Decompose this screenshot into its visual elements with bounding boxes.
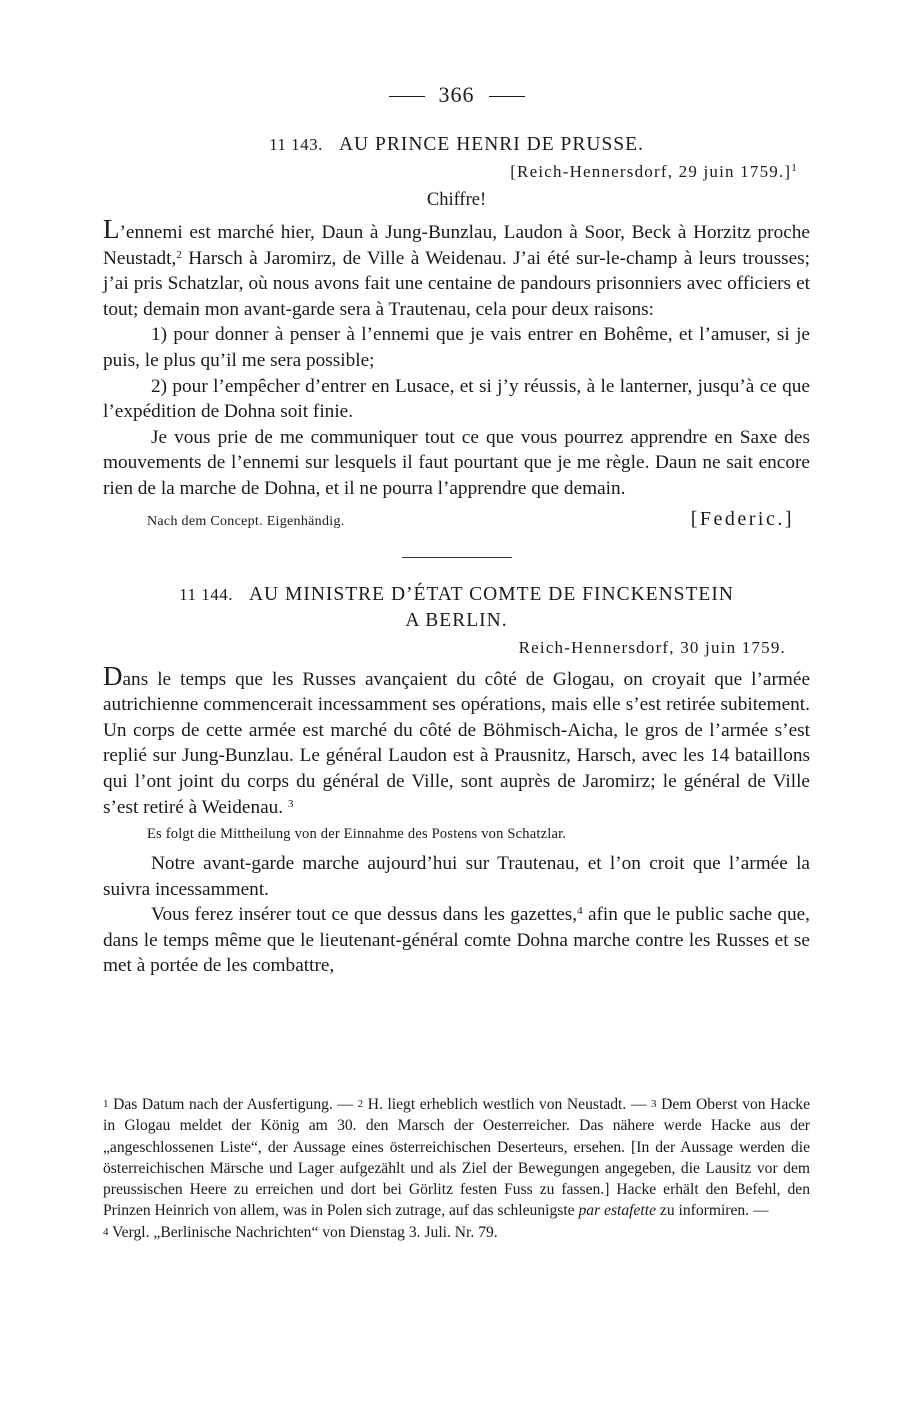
paragraph-text: Vous ferez insérer tout ce que dessus dans les gazettes, [151, 904, 578, 926]
letter-dateline [103, 162, 810, 182]
footnote-italic: par estafette [578, 1202, 657, 1220]
paragraph-text: Harsch à Jaromirz, de Ville à Weidenau. J’ai été sur-le-champ à leurs trousses; j’ai pris Schatzlar, où nous avons fait une centaine de pandours prisonniers avec officiers et tout; demain mon avant-garde sera à Trautenau, cela pour deux raisons: [103, 247, 810, 320]
header-dash-left [389, 96, 425, 97]
paragraph [103, 902, 810, 979]
paragraph: Notre avant-garde marche aujourd’hui sur Trautenau, et l’on croit que l’armée la suivra incessamment. [103, 853, 810, 900]
footnote-text: zu informiren. — [656, 1202, 769, 1220]
footnote-text: Dem Oberst von Hacke in Glogau meldet der König am 30. den Marsch der Oesterreicher. Das nähere werde Hacke aus der „angeschlossenen Liste“, der Aussage eines österreichischen Deserteurs, ersehen. [In der Aussage werden die österreichischen Märsche und Lager aufgezählt und als Ziel der Bewegungen angegeben, die Lausitz vor dem preussischen Heere zu erreichen und dort bei Görlitz festen Fuss zu fassen.] Hacke erhält den Befehl, den Prinzen Heinrich von allem, was in Polen sich zutrage, auf das schleunigste [103, 1096, 810, 1220]
letter-dateline: Reich-Hennersdorf, 30 juin 1759. [518, 637, 786, 657]
section-divider [402, 557, 512, 558]
page-header [103, 82, 810, 108]
letter-recipient-city: A BERLIN. [405, 609, 508, 631]
letter-11143 [103, 134, 810, 531]
paragraph-text: afin que le public sache que, dans le temps même que le lieutenant-général comte Dohna marche contre les Russes et se met à portée de les combattre, [103, 904, 810, 977]
footnote-number: 1 [103, 1098, 109, 1110]
editorial-note: Es folgt die Mittheilung von der Einnahme des Postens von Schatzlar. [147, 826, 567, 843]
footnote-ref: 2 [176, 248, 182, 261]
letter-title [103, 582, 810, 634]
letter-number: 11 144. [179, 584, 233, 604]
footnote-text: Das Datum nach der Ausfertigung. — [108, 1096, 358, 1113]
paragraph [103, 214, 810, 322]
footnote-text: Vergl. „Berlinische Nachrichten“ von Dienstag 3. Juli. Nr. 79. [108, 1223, 498, 1241]
header-dash-right [489, 96, 525, 97]
list-item: 1) pour donner à penser à l’ennemi que je vais entrer en Bohême, et l’amuser, si je puis, le plus qu’il me sera possible; [103, 324, 810, 371]
page-number: 366 [438, 82, 475, 107]
paragraph-text: ans le temps que les Russes avançaient du côté de Glogau, on croyait que l’armée autrichienne commencerait incessamment ses opérations, mais elle s’est retirée subitement. Un corps de cette armée est marché du côté de Böhmisch-Aicha, le gros de l’armée s’est replié sur Jung-Bunzlau. Le général Laudon est à Prausnitz, Harsch, avec les 14 bataillons qui l’ont joint du corps du général de Ville, sont auprès de Jaromirz; le général de Ville s’est retiré à Weidenau. [103, 668, 810, 818]
footnote-ref: 3 [287, 797, 294, 810]
footnote-block [103, 1094, 810, 1243]
paragraph-text: ’ennemi est marché hier, Daun à Jung-Bunzlau, Laudon à Soor, Beck à Horzitz proche Neustadt, [103, 222, 810, 269]
source-note: Nach dem Concept. Eigenhändig. [147, 513, 345, 529]
paragraph: Je vous prie de me communiquer tout ce que vous pourrez apprendre en Saxe des mouvements de l’ennemi sur lesquels il faut pourtant que je me règle. Daun ne sait encore rien de la marche de Dohna, et il ne pourra l’apprendre que demain. [103, 426, 810, 499]
letter-number: 11 143. [269, 135, 323, 154]
drop-cap: L [103, 214, 120, 244]
list-item: 2) pour l’empêcher d’entrer en Lusace, et si j’y réussis, à le lanterner, jusqu’à ce que l’expédition de Dohna soit finie. [103, 375, 810, 423]
letter-recipient: AU MINISTRE D’ÉTAT COMTE DE FINCKENSTEIN [248, 583, 734, 605]
page-body [103, 82, 810, 979]
footnote-ref: 1 [791, 162, 798, 174]
letter-title [103, 134, 810, 156]
footnotes [103, 1094, 810, 1243]
paragraph [103, 660, 810, 821]
footnote-text: H. liegt erheblich westlich von Neustadt. — [363, 1096, 652, 1113]
footnote-number: 3 [651, 1098, 657, 1110]
footnote-ref: 4 [577, 905, 583, 918]
letter-recipient: AU PRINCE HENRI DE PRUSSE. [338, 134, 644, 155]
dateline-text: [Reich-Hennersdorf, 29 juin 1759.] [510, 162, 792, 181]
source-row [103, 508, 810, 531]
letter-11144 [103, 582, 810, 980]
footnote-number: 2 [357, 1098, 364, 1110]
chiffre-label: Chiffre! [426, 190, 487, 210]
drop-cap: D [103, 660, 123, 691]
signature: [Federic.] [690, 507, 794, 530]
footnote-number: 4 [103, 1225, 109, 1238]
